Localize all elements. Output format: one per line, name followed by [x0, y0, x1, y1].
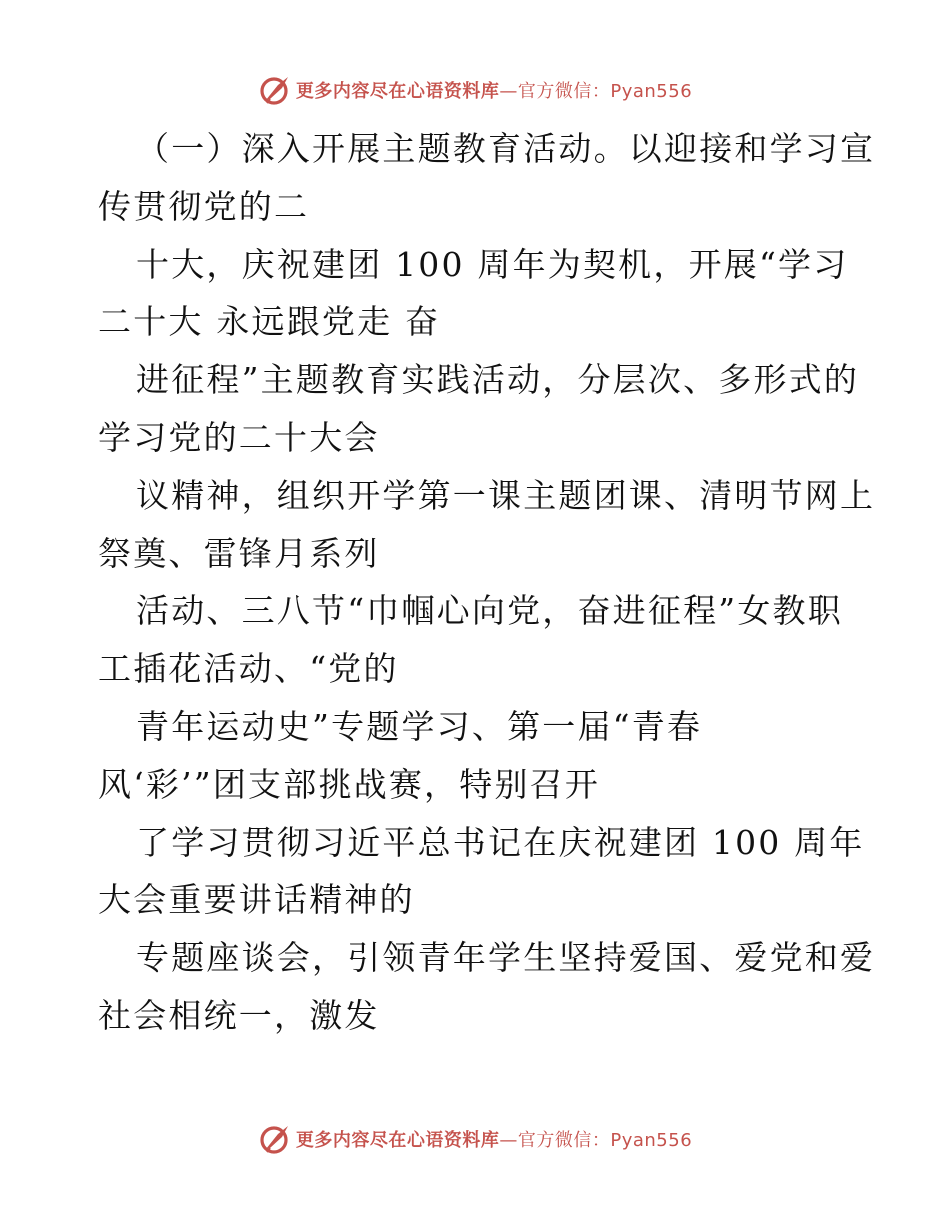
body-line: （一）深入开展主题教育活动。以迎接和学习宣	[136, 129, 876, 168]
header-main-text: 更多内容尽在心语资料库	[295, 81, 500, 102]
footer-text	[296, 1126, 692, 1152]
document-body	[98, 120, 876, 1045]
header-label: 官方微信：	[517, 81, 611, 102]
footer-wechat-id: Pyan556	[610, 1130, 693, 1151]
body-line: 二十大 永远跟党走 奋	[98, 302, 441, 342]
body-line: 议精神，组织开学第一课主题团课、清明节网上	[136, 475, 876, 515]
quill-pen-circle-icon	[258, 1122, 292, 1156]
quill-pen-circle-icon	[258, 73, 292, 107]
header-wechat-id: Pyan556	[610, 81, 693, 102]
body-line: 活动、三八节“巾帼心向党，奋进征程”女教职	[136, 591, 843, 631]
body-line: 工插花活动、“党的	[98, 649, 399, 689]
body-line: 十大，庆祝建团 100 周年为契机，开展“学习	[136, 244, 849, 284]
footer-label: 官方微信：	[517, 1130, 611, 1151]
body-line: 祭奠、雷锋月系列	[98, 533, 380, 573]
footer-banner	[0, 1119, 950, 1159]
body-line: 青年运动史”专题学习、第一届“青春	[136, 706, 703, 746]
body-line: 学习党的二十大会	[98, 417, 380, 457]
header-text	[296, 77, 692, 103]
body-line: 了学习贯彻习近平总书记在庆祝建团 100 周年	[136, 822, 865, 862]
footer-main-text: 更多内容尽在心语资料库	[295, 1130, 500, 1151]
body-line: 专题座谈会，引领青年学生坚持爱国、爱党和爱	[136, 938, 876, 978]
header-banner	[0, 70, 950, 110]
body-line: 社会相统一，激发	[98, 995, 380, 1035]
footer-dash: —	[499, 1130, 518, 1151]
body-line: 进征程”主题教育实践活动，分层次、多形式的	[136, 360, 860, 400]
body-line: 大会重要讲话精神的	[98, 880, 415, 920]
header-dash: —	[499, 81, 518, 102]
body-line: 传贯彻党的二	[98, 186, 310, 226]
body-line: 风‘彩’”团支部挑战赛，特别召开	[98, 764, 601, 804]
